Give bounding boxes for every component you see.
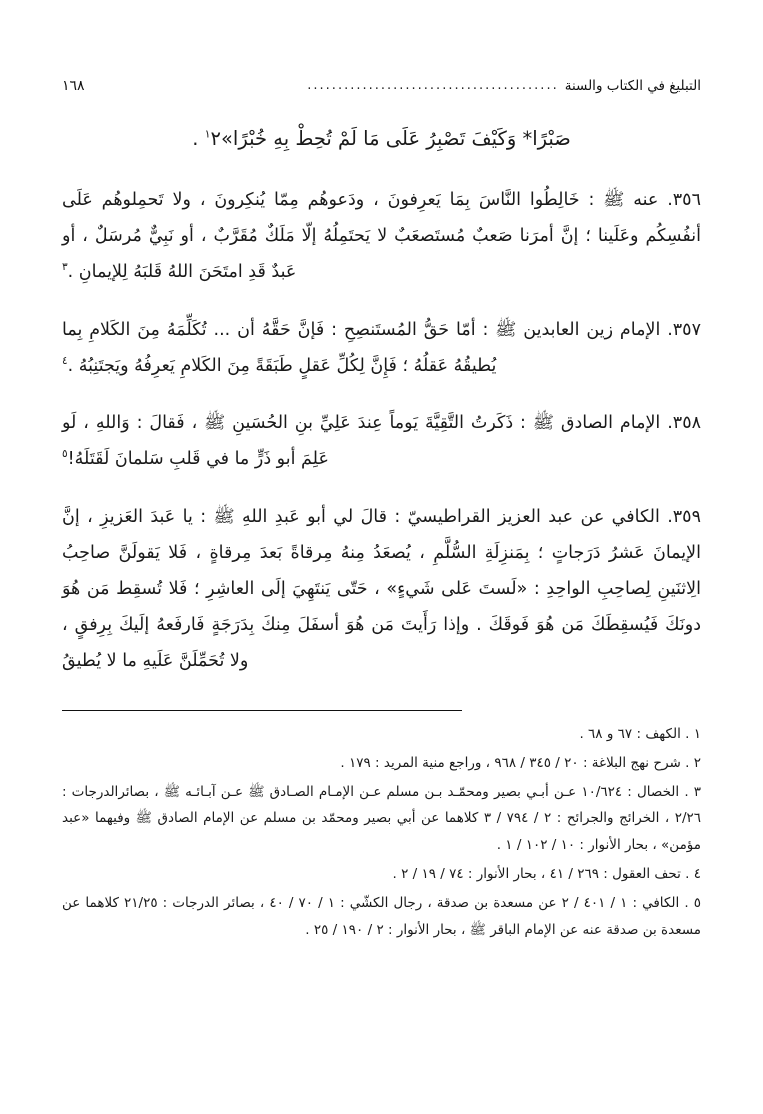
footnote-number: ٣ .: [684, 784, 701, 801]
hadith-entry: [62, 313, 701, 385]
footnote-item: [62, 721, 701, 747]
hadith-entry: [62, 183, 701, 291]
footnote-item: [62, 890, 701, 943]
verse-text: صَبْرًا* وَكَيْفَ تَصْبِرُ عَلَى مَا لَمْ تُحِطْ بِهِ خُبْرًا»: [221, 127, 571, 150]
page-number: ١٦٨: [62, 78, 85, 94]
footnote-item: [62, 750, 701, 776]
entry-ref-mark: ٣: [62, 260, 68, 273]
footnote-number: ٤ .: [685, 866, 701, 883]
entry-number: ٣٥٧.: [667, 319, 701, 340]
entry-number: ٣٥٩.: [667, 507, 701, 528]
footnote-item: [62, 779, 701, 858]
footnote-text: الخصال : ١٠/٦٢٤ عـن أبـي بصير ومحمّـد بـن مسلم عـن الإمـام الصـادق ﷺ عـن آبـائـه ﷺ ، بصائرالدرجات : ٢/٢٦ ، الخرائج والجرائح : ٢ / ٧٩٤ / ٣ كلاهما عن أبي بصير ومحمّد بن مسلم عن الإمام الصادق ﷺ وفيهما «عبد مؤمن» ، بحار الأنوار : ١٠ / ١٠٢ / ١ .: [62, 784, 701, 853]
footnote-text: تحف العقول : ٢٦٩ / ٤١ ، بحار الأنوار : ٧٤ / ١٩ / ٢ .: [392, 866, 681, 883]
entry-text: الكافي عن عبد العزيز القراطيسيّ : قالَ لي أبو عَبدِ اللهِ ﷺ : يا عَبدَ العَزيزِ ، إنَّ الإيمانَ عَشرُ دَرَجاتٍ ؛ بِمَنزِلَةِ السُّلَّمِ ، يُصعَدُ مِنهُ مِرقاةً بَعدَ مِرقاةٍ ، فَلا يَقولَنَّ صاحِبُ الِاثنَينِ لِصاحِبِ الواحِدِ : «لَستَ عَلى شَيءٍ» ، حَتّى يَنتَهِيَ إلَى العاشِرِ ؛ فَلا تُسقِط مَن هُوَ دونَكَ فَيُسقِطَكَ مَن هُوَ فَوقَكَ . وإذا رَأَيتَ مَن هُوَ أسفَلَ مِنكَ بِدَرَجَةٍ فَارفَعهُ إلَيكَ بِرِفقٍ ، ولا تُحَمِّلَنَّ عَلَيهِ ما لا يُطيقُ: [62, 507, 701, 671]
book-title: التبليغ في الكتاب والسنة: [564, 78, 701, 94]
entry-ref-mark: ٤: [62, 354, 68, 367]
footnote-number: ٢ .: [685, 754, 701, 771]
hadith-entry: [62, 406, 701, 478]
verse-ref-mark: ١: [204, 127, 211, 141]
quran-verse: [62, 120, 701, 157]
entry-number: ٣٥٨.: [667, 413, 701, 434]
entry-ref-mark: ٥: [62, 448, 68, 461]
page-body: [62, 120, 701, 680]
footnote-item: [62, 861, 701, 887]
footnote-separator: [62, 710, 462, 711]
entry-number: ٣٥٦.: [667, 190, 701, 211]
footnote-text: الكافي : ١ / ٤٠١ / ٢ عن مسعدة بن صدقة ، رجال الكشّي : ١ / ٧٠ / ٤٠ ، بصائر الدرجات : ٢١/٢٥ كلاهما عن مسعدة بن صدقة عنه عن الإمام الباقر ﷺ ، بحار الأنوار : ٢ / ١٩٠ / ٢٥ .: [62, 895, 701, 938]
entry-text: الإمام الصادق ﷺ : ذَكَرتُ التَّقِيَّةَ يَوماً عِندَ عَلِيِّ بنِ الحُسَينِ ﷺ ، فَقالَ : وَاللهِ ، لَو عَلِمَ أبو ذَرٍّ ما في قَلبِ سَلمانَ لَقَتَلَهُ!: [62, 413, 661, 470]
footnote-text: شرح نهج البلاغة : ٢٠ / ٣٤٥ / ٩٦٨ ، وراجع منية المريد : ١٧٩ .: [340, 754, 681, 771]
hadith-entry: [62, 500, 701, 679]
footnote-number: ١ .: [685, 725, 701, 742]
entry-text: الإمام زين العابدين ﷺ : أمّا حَقُّ المُستَنصِحِ : فَإنَّ حَقَّهُ أن ... تُكَلِّمَهُ مِنَ الكَلامِ بِما يُطيقُهُ عَقلُهُ ؛ فَإِنَّ لِكُلِّ عَقلٍ طَبَقَةً مِنَ الكَلامِ يَعرِفُهُ ويَجتَنِبُهُ .: [62, 319, 661, 376]
header-dot-leader: .........................................: [307, 78, 559, 93]
page-header: [62, 78, 701, 94]
footnote-number: ٥ .: [684, 895, 701, 912]
footnote-text: الكهف : ٦٧ و ٦٨ .: [579, 725, 681, 742]
entry-text: عنه ﷺ : خَالِطُوا النَّاسَ بِمَا يَعرِفونَ ، ودَعوهُم مِمّا يُنكِرونَ ، ولا تَحمِلوهُم عَلَى أنفُسِكُم وعَلَينا ؛ إنَّ أمرَنا صَعبٌ مُستَصعَبٌ لا يَحتَمِلُهُ إلّا مَلَكٌ مُقَرَّبٌ ، أو نَبِيٌّ مُرسَلٌ ، أو عَبدٌ قَدِ امتَحَنَ اللهُ قَلبَهُ لِلإيمانِ .: [62, 190, 701, 282]
footnotes-section: [62, 721, 701, 944]
verse-tail: ٢ .: [192, 127, 221, 150]
